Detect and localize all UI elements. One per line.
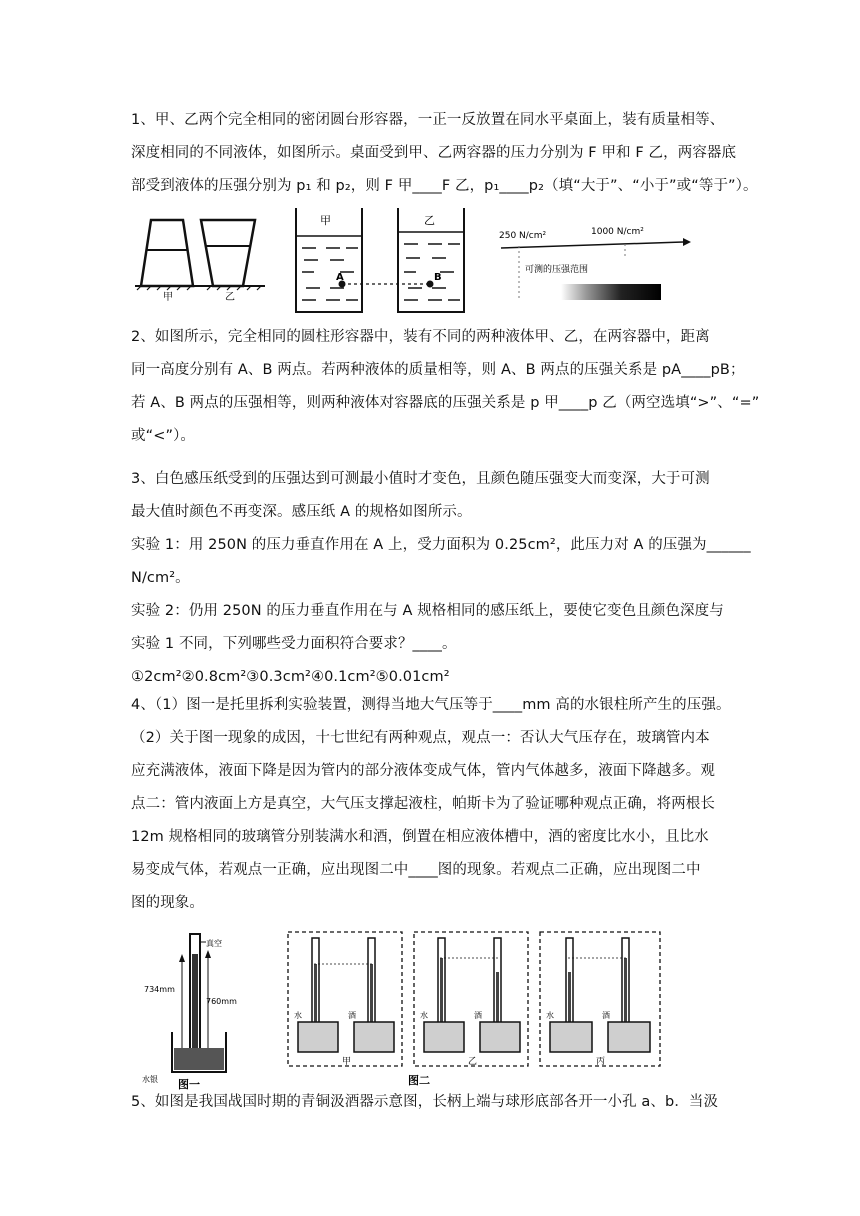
q1-line-1: 1、甲、乙两个完全相同的密闭圆台形容器，一正一反放置在同水平桌面上，装有质量相等、: [131, 112, 725, 128]
q4-fig1-760mm-label: 760mm: [206, 997, 237, 1006]
q5-line-1: 5、如图是我国战国时期的青铜汲酒器示意图，长柄上端与球形底部各开一小孔 a、b．当汲: [131, 1094, 719, 1110]
question-1-text: [131, 104, 758, 203]
q2-label-a: A: [336, 272, 344, 283]
q1-line-3: 部受到液体的压强分别为 p₁ 和 p₂，则 F 甲____F 乙，p₁____p₂（填“大于”、“小于”或“等于”）。: [131, 178, 758, 194]
q3-color-gradient-bar: [561, 284, 661, 300]
q4-fig2-bing-caption: 丙: [596, 1057, 606, 1067]
q4-fig2-panel-bing: [540, 932, 660, 1067]
q3-line-5: 实验 2：仍用 250N 的压力垂直作用在与 A 规格相同的感压纸上，要使它变色且颜色深度与: [131, 603, 724, 619]
q4-fig2-panel-yi: [414, 932, 528, 1067]
q1-line-2: 深度相同的不同液体，如图所示。桌面受到甲、乙两容器的压力分别为 F 甲和 F 乙，两容器底: [131, 145, 737, 161]
q4-line-1: 4、（1）图一是托里拆利实验装置，测得当地大气压等于____mm 高的水银柱所产生的压强。: [131, 697, 731, 713]
q3-line-4: N/cm²。: [131, 570, 190, 586]
q3-line-2: 最大值时颜色不再变深。感压纸 A 的规格如图所示。: [131, 504, 472, 520]
question-4-text: [131, 689, 731, 920]
q3-line-6: 实验 1 不同，下列哪些受力面积符合要求？____。: [131, 636, 457, 652]
q4-fig2-jia-water-label: 水: [294, 1011, 302, 1020]
q3-range-high-label: 1000 N/cm²: [591, 227, 644, 237]
q4-fig2-yi-water-label: 水: [420, 1011, 428, 1020]
q4-fig1-caption: 图一: [178, 1078, 200, 1090]
q1-figure-containers: [131, 208, 271, 303]
q2-label-jia: 甲: [320, 214, 331, 227]
q3-line-7: ①2cm²②0.8cm²③0.3cm²④0.1cm²⑤0.01cm²: [131, 669, 450, 685]
question-5-text: [131, 1086, 731, 1119]
q4-line-4: 点二：管内液面上方是真空，大气压支撑起液柱，帕斯卡为了验证哪种观点正确，将两根长: [131, 796, 715, 812]
q4-fig2-bing-wine-label: 酒: [602, 1011, 610, 1020]
q4-figure-1-torricelli: [142, 928, 262, 1090]
question-2-text: [131, 321, 760, 453]
q1-label-jia: 甲: [163, 292, 173, 303]
q4-fig1-mercury-label: 水银: [142, 1075, 158, 1084]
q4-line-3: 应充满液体，液面下降是因为管内的部分液体变成气体，管内气体越多，液面下降越多。观: [131, 763, 715, 779]
q4-fig2-bing-water-label: 水: [546, 1011, 554, 1020]
q4-figure-2-panels: [284, 928, 666, 1090]
q4-fig1-vacuum-label: 真空: [206, 939, 222, 948]
q4-line-2: （2）关于图一现象的成因，十七世纪有两种观点，观点一：否认大气压存在，玻璃管内本: [131, 730, 710, 746]
q3-range-low-label: 250 N/cm²: [499, 231, 547, 241]
q4-fig2-jia-caption: 甲: [342, 1057, 352, 1067]
q2-line-2: 同一高度分别有 A、B 两点。若两种液体的质量相等，则 A、B 两点的压强关系是 pA____pB；: [131, 362, 745, 378]
q2-label-yi: 乙: [424, 214, 435, 227]
q4-fig2-yi-wine-label: 酒: [474, 1011, 482, 1020]
q3-line-3: 实验 1：用 250N 的压力垂直作用在 A 上，受力面积为 0.25cm²，此压力对 A 的压强为______: [131, 537, 751, 553]
q3-line-1: 3、白色感压纸受到的压强达到可测最小值时才变色，且颜色随压强变大而变深，大于可测: [131, 471, 710, 487]
q2-line-1: 2、如图所示，完全相同的圆柱形容器中，装有不同的两种液体甲、乙，在两容器中，距离: [131, 329, 710, 345]
q4-fig1-734mm-label: 734mm: [144, 985, 175, 994]
q2-figure-cylinders: [290, 204, 470, 316]
q4-fig2-jia-wine-label: 酒: [348, 1011, 356, 1020]
q4-fig2-caption: 图二: [408, 1074, 430, 1087]
q2-label-b: B: [434, 272, 442, 283]
q1-label-yi: 乙: [225, 292, 235, 303]
q2-line-4: 或“<”）。: [131, 428, 196, 444]
q3-figure-pressure-range: [495, 218, 695, 310]
q4-line-5: 12m 规格相同的玻璃管分别装满水和酒，倒置在相应液体槽中，酒的密度比水小，且比水: [131, 829, 709, 845]
q2-line-3: 若 A、B 两点的压强相等，则两种液体对容器底的压强关系是 p 甲____p 乙（两空选填“>”、“=”: [131, 395, 760, 411]
q4-line-6: 易变成气体，若观点一正确，应出现图二中____图的现象。若观点二正确，应出现图二中: [131, 862, 701, 878]
q4-line-7: 图的现象。: [131, 895, 204, 911]
q4-fig2-yi-caption: 乙: [468, 1057, 478, 1067]
q3-range-caption: 可测的压强范围: [525, 265, 589, 275]
question-3-text: [131, 463, 751, 694]
q4-fig2-panel-jia: [288, 932, 402, 1067]
